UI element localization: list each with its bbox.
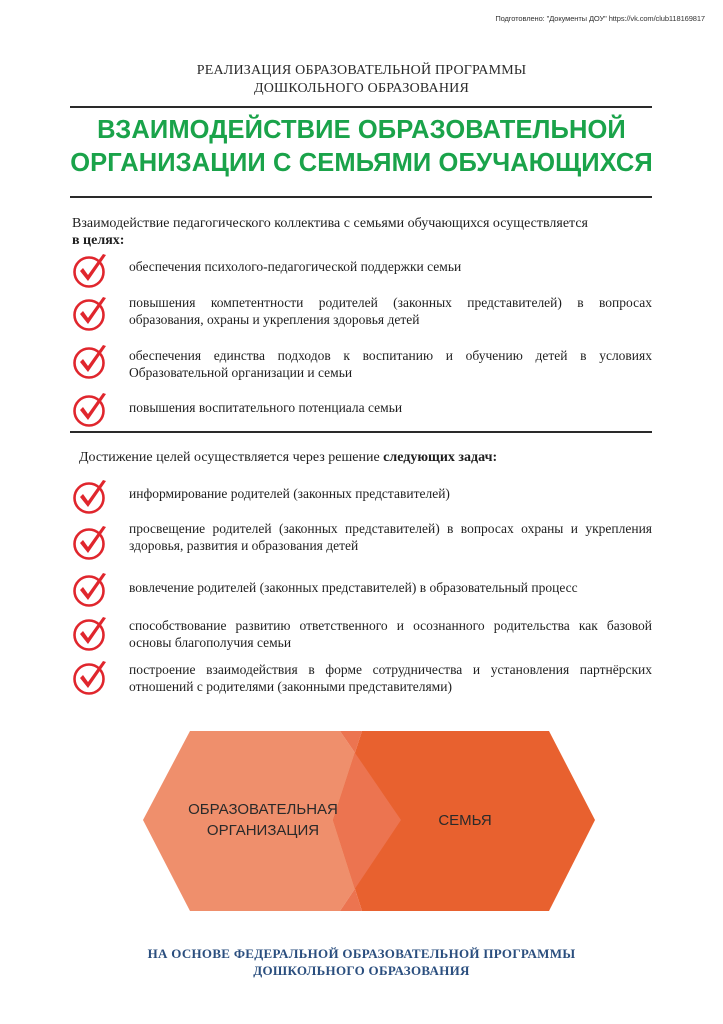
- task-text: построение взаимодействия в форме сотрудничества и установления партнёрских отношений с родителями (законными представителями): [129, 662, 652, 694]
- goal-text: повышения воспитательного потенциала семьи: [129, 400, 403, 415]
- goals-intro-text: Взаимодействие педагогического коллектива с семьями обучающихся осуществляется: [72, 216, 588, 231]
- task-text: вовлечение родителей (законных представителей) в образовательный процесс: [129, 580, 578, 595]
- organization-label-line-1: ОБРАЗОВАТЕЛЬНАЯ: [188, 801, 338, 818]
- task-text: способствование развитию ответственного и осознанного родительства как базовой основы благополучия семьи: [129, 618, 652, 650]
- footer-line-2: ДОШКОЛЬНОГО ОБРАЗОВАНИЯ: [253, 963, 470, 978]
- organization-label: [170, 799, 356, 841]
- title-line-1: ВЗАИМОДЕЙСТВИЕ ОБРАЗОВАТЕЛЬНОЙ: [97, 116, 626, 144]
- footer-note: [0, 945, 723, 979]
- task-text: просвещение родителей (законных представителей) в вопросах охраны и укрепления здоровья, развития и образования детей: [129, 521, 652, 553]
- family-label: СЕМЬЯ: [438, 812, 492, 829]
- goal-text: обеспечения единства подходов к воспитанию и обучению детей в условиях Образовательной организации и семьи: [129, 348, 652, 380]
- tasks-intro-text: Достижение целей осуществляется через решение: [79, 450, 380, 465]
- task-text: информирование родителей (законных представителей): [129, 486, 450, 501]
- organization-label-line-2: ОРГАНИЗАЦИЯ: [206, 822, 320, 839]
- goal-text: обеспечения психолого-педагогической поддержки семьи: [129, 259, 462, 274]
- title-line-2: ОРГАНИЗАЦИИ С СЕМЬЯМИ ОБУЧАЮЩИХСЯ: [70, 149, 653, 177]
- kicker-line-1: РЕАЛИЗАЦИЯ ОБРАЗОВАТЕЛЬНОЙ ПРОГРАММЫ: [196, 63, 527, 78]
- goal-text: повышения компетентности родителей (законных представителей) в вопросах образования, охраны и укрепления здоровья детей: [129, 295, 652, 327]
- tasks-intro-bold: следующих задач:: [383, 450, 498, 465]
- credit-note: Подготовлено: "Документы ДОУ" https://vk.com/club118169817: [495, 14, 705, 23]
- footer-line-1: НА ОСНОВЕ ФЕДЕРАЛЬНОЙ ОБРАЗОВАТЕЛЬНОЙ ПРОГРАММЫ: [147, 946, 576, 961]
- kicker-line-2: ДОШКОЛЬНОГО ОБРАЗОВАНИЯ: [253, 81, 470, 96]
- goals-intro-bold: в целях:: [72, 233, 125, 248]
